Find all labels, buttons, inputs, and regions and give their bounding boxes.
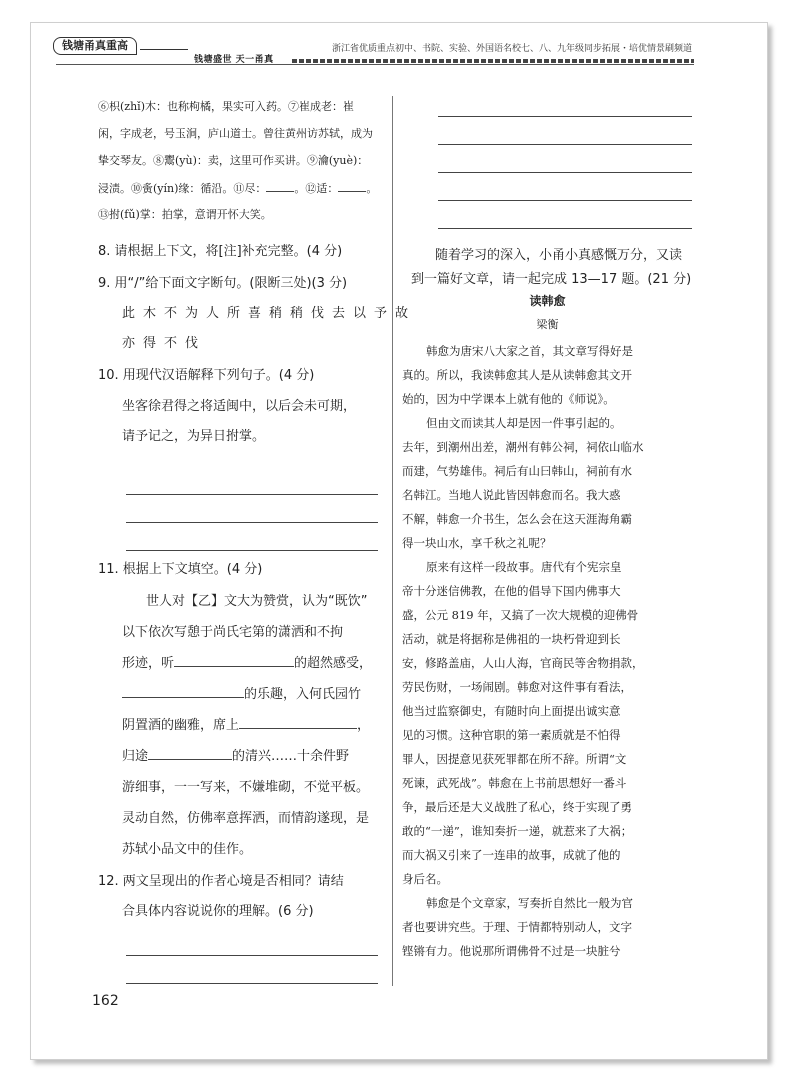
question-11-line-5: 阴置酒的幽雅，席上 ， <box>122 714 370 738</box>
question-11-line-1: 世人对【乙】文大为赞赏，认为“既饮” <box>146 594 368 609</box>
note-line-5: ⑬拊(fǔ)掌：拍掌，意谓开怀大笑。 <box>98 208 272 221</box>
question-11-line-8: 灵动自然，仿佛率意挥洒，而情韵遂现，是 <box>122 811 370 826</box>
article-line: 者也要讲究些。于理、于情都特别动人，文字 <box>402 920 632 934</box>
article-line: 敢的“一递”，谁知奏折一递，就惹来了大祸； <box>402 824 633 838</box>
note-line-1: ⑥枳(zhǐ)木：也称枸橘，果实可入药。⑦崔成老：崔 <box>98 100 354 113</box>
fill-blank-3[interactable] <box>239 714 357 729</box>
question-11-line-6: 归途 的清兴……十余件野 <box>122 745 349 769</box>
article-line: 帝十分迷信佛教，在他的倡导下国内佛事大 <box>402 584 621 598</box>
article-line: 罪人，因提意见获死罪都在所不辞。所谓“文 <box>402 752 627 766</box>
question-10-text-1: 坐客徐君得之将适闽中，以后会未可期， <box>122 399 357 414</box>
header-description: 浙江省优质重点初中、书院、实验、外国语名校七、八、九年级同步拓展・培优情景刷频道 <box>331 44 692 54</box>
answer-line-10-1[interactable] <box>126 494 378 495</box>
question-11-line-2: 以下依次写憩于尚氏宅第的潇洒和不拘 <box>122 625 344 640</box>
article-line: 身后名。 <box>402 872 448 886</box>
note-line-4: 浸渍。⑩夤(yín)缘：循沿。⑪尽： 。⑫适： 。 <box>98 177 383 200</box>
article-line: 见的习惯。这种官职的第一素质就是不怕得 <box>402 728 621 742</box>
question-9-text-2: 亦得不伐 <box>122 336 207 351</box>
question-9-text-1: 此木不为人所喜稍稍伐去以予故 <box>122 306 417 321</box>
answer-line-10-2[interactable] <box>126 522 378 523</box>
answer-line-r-5[interactable] <box>438 228 692 229</box>
intro-line-1: 随着学习的深入，小甬小真感慨万分，又读 <box>435 248 683 263</box>
fill-blank-4[interactable] <box>148 745 232 760</box>
question-11-line-4: 的乐趣，入何氏园竹 <box>122 683 361 707</box>
question-8: 8. 请根据上下文，将[注]补充完整。(4 分) <box>98 244 343 259</box>
article-line: 劳民伤财，一场闹剧。韩愈对这件事有看法， <box>402 680 632 694</box>
article-line: 去年，到潮州出差，潮州有韩公祠，祠依山临水 <box>402 440 644 454</box>
header-rule <box>56 64 694 65</box>
article-line: 他当过监察御史，有随时向上面提出诚实意 <box>402 704 621 718</box>
question-10-text-2: 请予记之，为异日拊掌。 <box>122 429 266 444</box>
article-line: 韩愈为唐宋八大家之首，其文章写得好是 <box>426 344 633 358</box>
question-12: 12. 两文呈现出的作者心境是否相同？请结 <box>98 874 344 889</box>
article-line: 不解，韩愈一介书生，怎么会在这天涯海角霸 <box>402 512 632 526</box>
question-11: 11. 根据上下文填空。(4 分) <box>98 562 263 577</box>
answer-line-12-2[interactable] <box>126 983 378 984</box>
answer-line-12-1[interactable] <box>126 955 378 956</box>
article-line: 真的。所以，我读韩愈其人是从读韩愈其文开 <box>402 368 632 382</box>
question-9: 9. 用“/”给下面文字断句。(限断三处)(3 分) <box>98 276 348 291</box>
fill-blank-1[interactable] <box>174 652 294 667</box>
article-line: 盛，公元 819 年，又搞了一次大规模的迎佛骨 <box>402 608 639 622</box>
question-11-line-9: 苏轼小品文中的佳作。 <box>122 842 253 857</box>
note-blank-11[interactable] <box>266 177 294 192</box>
page-number: 162 <box>92 993 119 1009</box>
article-line: 但由文而读其人却是因一件事引起的。 <box>426 416 622 430</box>
answer-line-r-4[interactable] <box>438 200 692 201</box>
sub-brand: 钱塘盛世 天一甬真 <box>194 55 274 65</box>
question-12-cont: 合具体内容说说你的理解。(6 分) <box>122 904 314 919</box>
article-line: 原来有这样一段故事。唐代有个宪宗皇 <box>426 560 622 574</box>
article-line: 而建，气势雄伟。祠后有山曰韩山，祠前有水 <box>402 464 632 478</box>
article-line: 死谏，武死战”。韩愈在上书前思想好一番斗 <box>402 776 627 790</box>
article-line: 韩愈是个文章家，写奏折自然比一般为官 <box>426 896 633 910</box>
brand-underline <box>140 49 188 50</box>
article-line: 安，修路盖庙，人山人海，官商民等舍物捐款， <box>402 656 644 670</box>
intro-line-2: 到一篇好文章，请一起完成 13—17 题。(21 分) <box>411 272 692 287</box>
article-line: 铿锵有力。他说那所谓佛骨不过是一块脏兮 <box>402 944 621 958</box>
note-blank-12[interactable] <box>338 177 366 192</box>
article-line: 活动，就是将据称是佛祖的一块朽骨迎到长 <box>402 632 621 646</box>
article-line: 得一块山水，享千秋之礼呢？ <box>402 536 552 550</box>
answer-line-r-1[interactable] <box>438 116 692 117</box>
note-line-2: 闲，字成老，号玉涧，庐山道士。曾往黄州访苏轼，成为 <box>98 127 373 140</box>
article-author: 梁衡 <box>536 318 559 331</box>
article-line: 始的，因为中学课本上就有他的《师说》。 <box>402 392 615 406</box>
article-title: 读韩愈 <box>529 294 566 308</box>
brand-logo: 钱塘甬真重高 <box>53 37 137 55</box>
question-10: 10. 用现代汉语解释下列句子。(4 分) <box>98 368 315 383</box>
answer-line-10-3[interactable] <box>126 550 378 551</box>
question-11-line-7: 游细事，一一写来，不嫌堆砌，不觉平板。 <box>122 780 370 795</box>
question-11-line-3: 形迹，听 的超然感受， <box>122 652 372 676</box>
note-line-3: 挚交琴友。⑧鬻(yù)：卖，这里可作买讲。⑨瀹(yuè)： <box>98 154 369 167</box>
answer-line-r-3[interactable] <box>438 172 692 173</box>
fill-blank-2[interactable] <box>122 683 244 698</box>
article-line: 而大祸又引来了一连串的故事，成就了他的 <box>402 848 621 862</box>
column-divider <box>392 96 393 986</box>
answer-line-r-2[interactable] <box>438 144 692 145</box>
header-dashed-rule <box>292 59 694 63</box>
article-line: 争，最后还是大义战胜了私心，终于实现了勇 <box>402 800 632 814</box>
article-line: 名韩江。当地人说此皆因韩愈而名。我大惑 <box>402 488 621 502</box>
